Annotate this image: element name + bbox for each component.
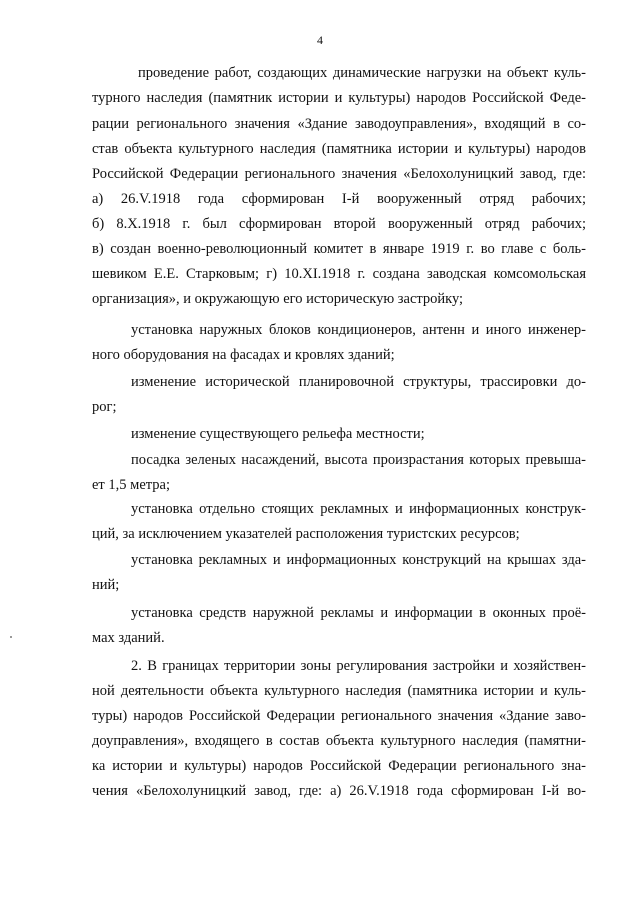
text-line: посадка зеленых насаждений, высота произрастания которых превыша-: [131, 452, 586, 468]
text-line: организация», и окружающую его историческую застройку;: [92, 291, 464, 307]
text-line: проведение работ, создающих динамические нагрузки на объект куль-: [138, 65, 586, 81]
text-line: ка истории и культуры) народов Российской Федерации регионального зна-: [92, 758, 586, 774]
text-line: установка наружных блоков кондиционеров, антенн и иного инженер-: [131, 322, 586, 338]
text-line: б) 8.X.1918 г. был сформирован второй вооруженный отряд рабочих;: [92, 216, 586, 232]
text-line: ной деятельности объекта культурного наследия (памятника истории и куль-: [92, 683, 586, 699]
text-line: установка отдельно стоящих рекламных и информационных конструк-: [131, 501, 586, 517]
text-line: а) 26.V.1918 года сформирован I-й вооруженный отряд рабочих;: [92, 191, 586, 207]
text-line: ций, за исключением указателей расположения туристских ресурсов;: [92, 526, 520, 542]
text-line: шевиком Е.Е. Старковым; г) 10.XI.1918 г. создана заводская комсомольская: [92, 266, 586, 282]
text-line: туры) народов Российской Федерации регионального значения «Здание заво-: [92, 708, 586, 724]
text-line: став объекта культурного наследия (памятника истории и культуры) народов: [92, 141, 586, 157]
text-line: 2. В границах территории зоны регулирования застройки и хозяйствен-: [131, 658, 586, 674]
text-line: ного оборудования на фасадах и кровлях зданий;: [92, 347, 395, 363]
text-line: ний;: [92, 577, 120, 593]
text-line: турного наследия (памятник истории и культуры) народов Российской Феде-: [92, 90, 586, 106]
text-line: доуправления», входящего в состав объекта культурного наследия (памятни-: [92, 733, 586, 749]
text-line: ет 1,5 метра;: [92, 477, 170, 493]
text-line: установка рекламных и информационных конструкций на крышах зда-: [131, 552, 586, 568]
text-line: чения «Белохолуницкий завод, где: а) 26.V.1918 года сформирован I-й во-: [92, 783, 586, 799]
text-line: рации регионального значения «Здание заводоуправления», входящий в со-: [92, 116, 586, 132]
text-line: установка средств наружной рекламы и информации в оконных проё-: [131, 605, 586, 621]
text-line: Российской Федерации регионального значения «Белохолуницкий завод, где:: [92, 166, 586, 182]
text-line: в) создан военно-революционный комитет в январе 1919 г. во главе с боль-: [92, 241, 586, 257]
text-line: изменение исторической планировочной структуры, трассировки до-: [131, 374, 586, 390]
text-line: мах зданий.: [92, 630, 165, 646]
text-line: изменение существующего рельефа местности;: [131, 426, 425, 442]
scan-speck: [10, 636, 12, 638]
page-number: 4: [317, 33, 323, 47]
text-line: рог;: [92, 399, 117, 415]
